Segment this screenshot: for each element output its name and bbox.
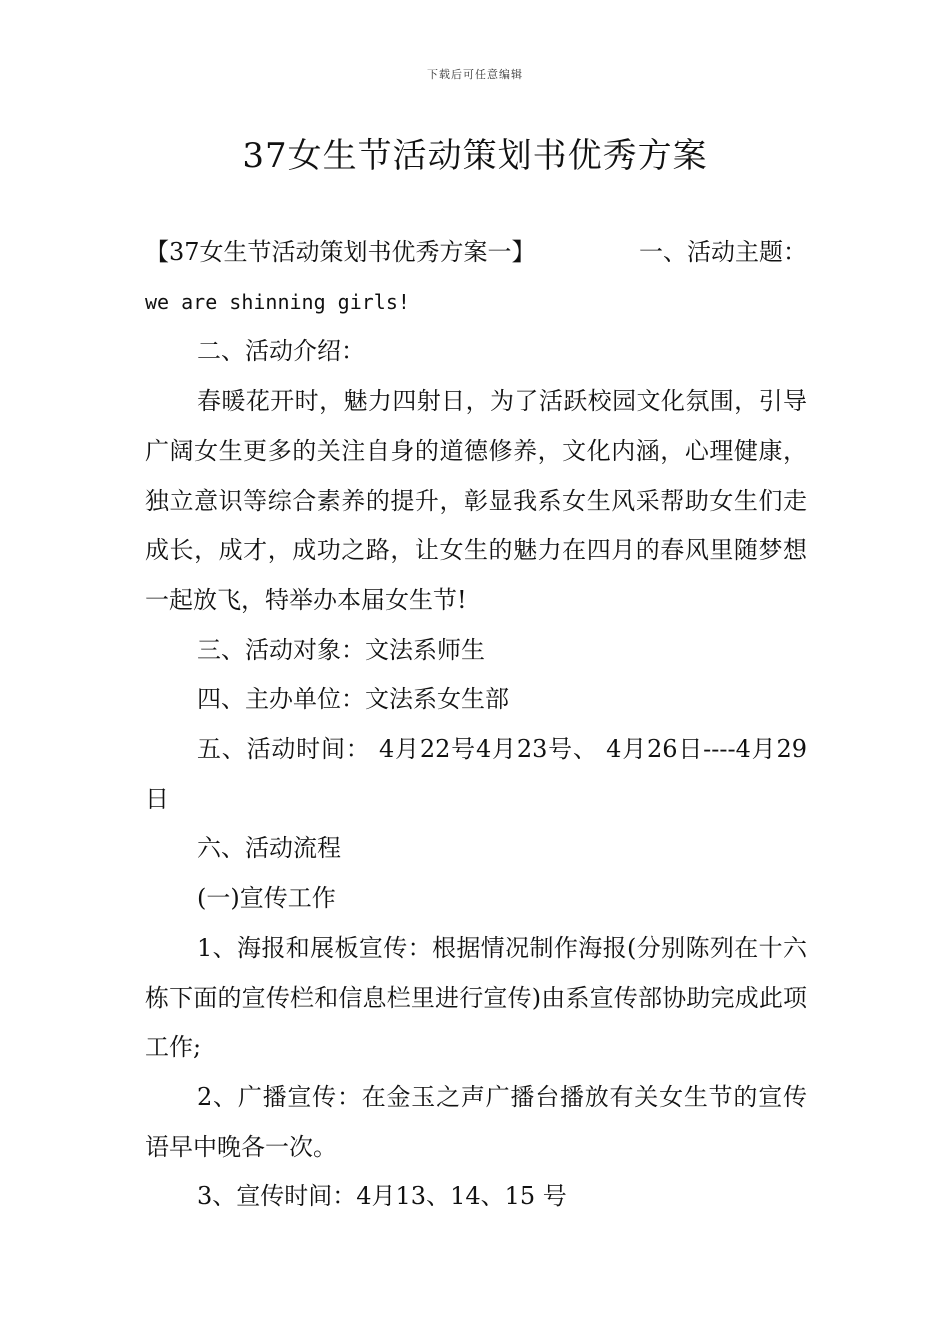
organizer-line: 四、主办单位：文法系女生部 [197, 685, 509, 714]
target-line: 三、活动对象：文法系师生 [197, 635, 485, 664]
intro-paragraph: 春暖花开时，魅力四射日，为了活跃校园文化氛围，引导广阔女生更多的关注自身的道德修养，文化内涵，心理健康，独立意识等综合素养的提升，彰显我系女生风采帮助女生们走成长，成才，成功之路，让女生的魅力在四月的春风里随梦想一起放飞，特举办本届女生节! [145, 387, 807, 614]
theme-label: 一、活动主题： [639, 238, 807, 266]
theme-value: we are shinning girls! [145, 289, 410, 314]
publicity-item-1: 1、海报和展板宣传：根据情况制作海报(分别陈列在十六栋下面的宣传栏和信息栏里进行宣传)由系宣传部协助完成此项工作; [145, 933, 807, 1062]
intro-label: 二、活动介绍： [197, 337, 365, 366]
heading-row [145, 228, 807, 278]
publicity-label: (一)宣传工作 [197, 884, 336, 913]
document-title: 37女生节活动策划书优秀方案 [242, 136, 708, 176]
process-label: 六、活动流程 [197, 834, 341, 863]
time-line: 五、活动时间： 4月22号4月23号、 4月26日----4月29日 [145, 735, 807, 813]
document-body [145, 228, 807, 1222]
page-header-note: 下载后可任意编辑 [427, 68, 523, 81]
section-heading: 【37女生节活动策划书优秀方案一】 [145, 238, 536, 266]
publicity-item-3: 3、宣传时间：4月13、14、15 号 [197, 1182, 567, 1211]
publicity-item-2: 2、广播宣传：在金玉之声广播台播放有关女生节的宣传语早中晚各一次。 [145, 1082, 807, 1161]
